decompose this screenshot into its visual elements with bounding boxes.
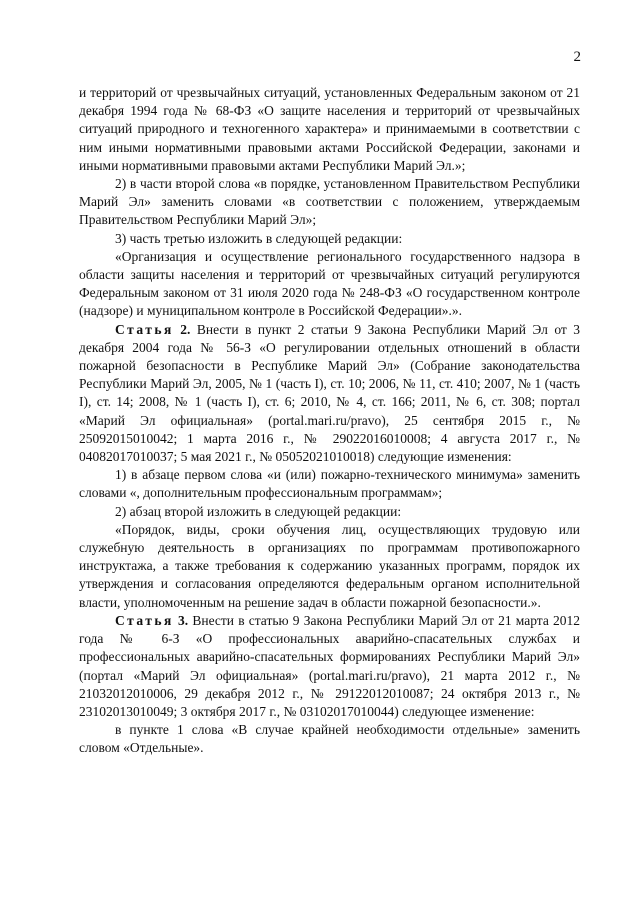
paragraph: в пункте 1 слова «В случае крайней необходимости отдельные» заменить словом «Отдельные». [79, 722, 580, 756]
article-text: Внести в пункт 2 статьи 9 Закона Республики Марий Эл от 3 декабря 2004 года № 56-З «О регулировании отдельных отношений в области пожарной безопасности в Республике Марий Эл» (Собрание законодательства Республики Марий Эл, 2005, № 1 (часть I), ст. 10; 2006, № 11, ст. 410; 2007, № 1 (часть I), ст. 14; 2008, № 1 (часть I), ст. 6; 2010, № 4, ст. 166; 2011, № 6, ст. 308; портал «Марий Эл официальная» (portal.mari.ru/pravo), 25 сентября 2015 г., № 25092015010042; 1 марта 2016 г., № 29022016010008; 4 августа 2017 г., № 04082017010037; 5 мая 2021 г., № 05052021010018) следующие изменения: [79, 321, 581, 465]
paragraph: 2) в части второй слова «в порядке, установленном Правительством Республики Марий Эл» заменить словами «в соответствии с положением, утверждаемым Правительством Республики Марий Эл»; [79, 176, 580, 228]
paragraph: 2) абзац второй изложить в следующей редакции: [115, 503, 402, 519]
paragraph: 1) в абзаце первом слова «и (или) пожарно-технического минимума» заменить словами «, дополнительным профессиональным программам»; [79, 467, 580, 501]
article-number: 3. [178, 612, 189, 628]
paragraph: «Организация и осуществление регионального государственного надзора в области защиты населения и территорий от чрезвычайных ситуаций регулируются Федеральным законом от 31 июля 2020 года № 248-ФЗ «О государственном контроле (надзоре) и муниципальном контроле в Российской Федерации».». [79, 248, 580, 319]
page-number: 2 [573, 49, 581, 65]
article-label: Статья [115, 321, 174, 337]
article-paragraph [79, 321, 580, 467]
article-label: Статья [115, 612, 174, 628]
paragraph: 3) часть третью изложить в следующей редакции: [115, 230, 403, 246]
article-text: Внести в статью 9 Закона Республики Марий Эл от 21 марта 2012 года № 6-З «О профессиональных аварийно-спасательных службах и профессиональных аварийно-спасательных формированиях Республики Марий Эл» (портал «Марий Эл официальная» (portal.mari.ru/pravo), 21 марта 2012 г., № 21032012010006, 29 декабря 2012 г., № 29122012010087; 24 октября 2013 г., № 23102013010049; 3 октября 2017 г., № 03102017010044) следующее изменение: [79, 612, 581, 719]
paragraph: и территорий от чрезвычайных ситуаций, установленных Федеральным законом от 21 декабря 1994 года № 68-ФЗ «О защите населения и территорий от чрезвычайных ситуаций природного и техногенного характера» и принимаемыми в соответствии с ним иными нормативными правовыми актами Российской Федерации, законами и иными нормативными правовыми актами Республики Марий Эл.»; [79, 85, 580, 173]
paragraph: «Порядок, виды, сроки обучения лиц, осуществляющих трудовую или служебную деятельность в организациях по программам противопожарного инструктажа, а также требования к содержанию указанных программ, порядок их утверждения и согласования определяются федеральным органом исполнительной власти, уполномоченным на решение задач в области пожарной безопасности.». [79, 521, 580, 610]
document-body [79, 84, 580, 758]
article-paragraph [79, 612, 580, 721]
article-number: 2. [180, 321, 191, 337]
